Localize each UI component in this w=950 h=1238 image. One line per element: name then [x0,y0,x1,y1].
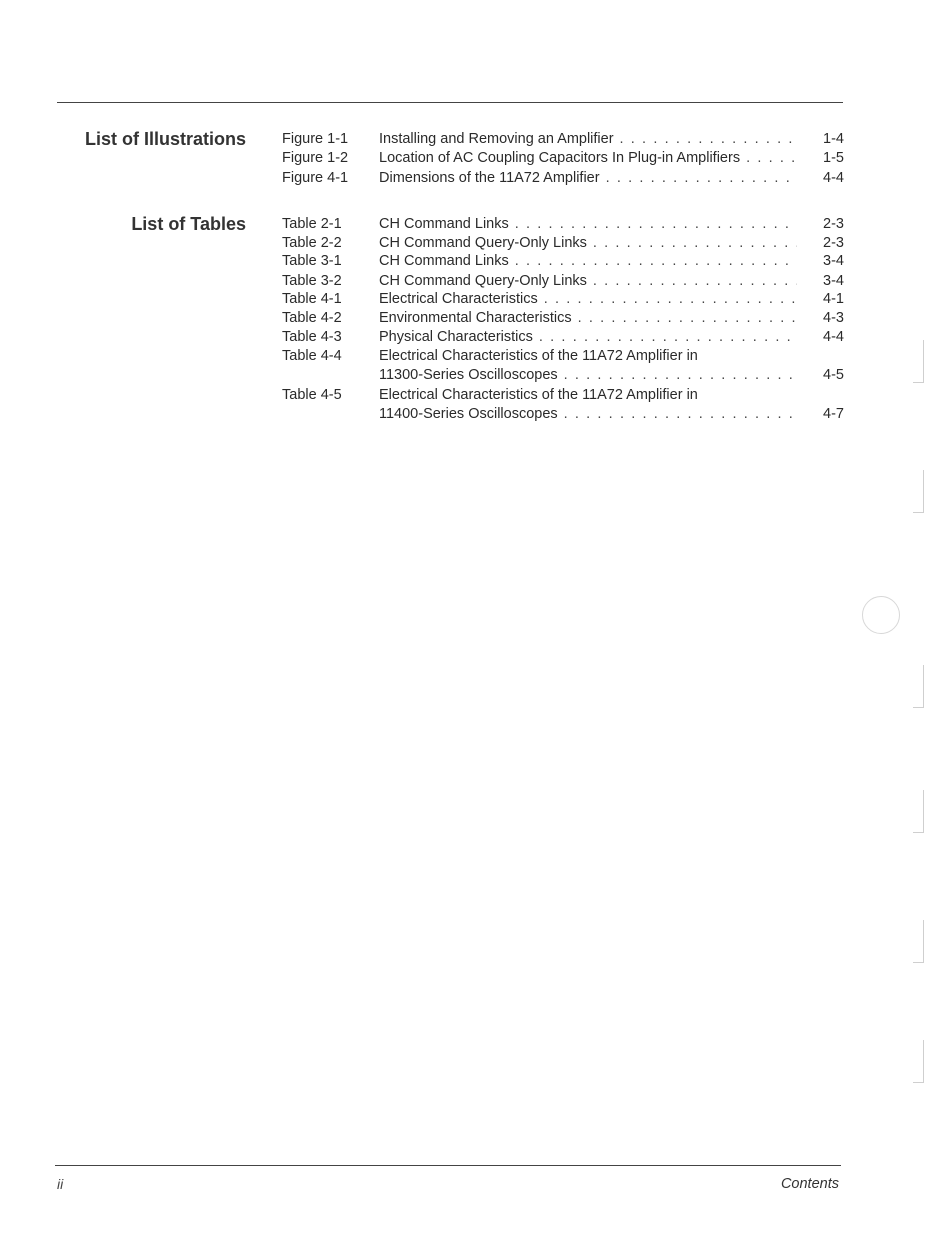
entry-page: 3-4 [823,253,844,269]
entry-page: 4-4 [823,329,844,345]
entry-label: Figure 1-2 [282,150,349,166]
entry-title: CH Command Links [379,253,509,269]
dot-leader [593,272,797,291]
scan-margin-mark [913,790,924,833]
entry-title: Dimensions of the 11A72 Amplifier [379,170,600,186]
dot-leader [564,405,797,424]
dot-leader [539,328,797,347]
entry-title-line-2: 11400-Series Oscilloscopes [379,405,558,422]
dot-leader [544,290,797,309]
entry-label: Table 2-1 [282,216,342,232]
dot-leader [746,149,797,168]
entry-label: Table 4-4 [282,348,342,364]
entry-title-line-1: Electrical Characteristics of the 11A72 Amplifier in [379,348,698,364]
entry-title: Electrical Characteristics [379,291,538,307]
dot-leader [564,366,797,385]
entry-label: Table 2-2 [282,235,342,251]
entry-title: Physical Characteristics [379,329,533,345]
bottom-rule [55,1165,841,1166]
dot-leader [515,215,797,234]
entry-label: Table 3-1 [282,253,342,269]
entry-title-line-1: Electrical Characteristics of the 11A72 Amplifier in [379,387,698,403]
footer-page-number: ii [57,1176,64,1192]
dot-leader [620,130,797,149]
entry-page: 2-3 [823,235,844,251]
entry-title: Environmental Characteristics [379,310,572,326]
list-of-illustrations-heading: List of Illustrations [84,129,246,149]
scan-margin-mark [913,470,924,513]
entry-page: 2-3 [823,216,844,232]
entry-page: 4-4 [823,170,844,186]
entry-title: CH Command Query-Only Links [379,273,587,289]
list-of-tables-heading: List of Tables [131,214,246,234]
entry-page: 1-4 [823,131,844,147]
entry-title: Location of AC Coupling Capacitors In Plug-in Amplifiers [379,150,741,166]
scan-margin-mark [913,1040,924,1083]
scan-margin-mark [913,340,924,383]
entry-label: Table 4-2 [282,310,342,326]
binder-hole-mark [862,596,900,634]
entry-label: Table 4-5 [282,387,342,403]
entry-title-line-2: 11300-Series Oscilloscopes [379,366,558,383]
entry-page: 1-5 [823,150,844,166]
entry-page: 4-3 [823,310,844,326]
dot-leader [593,234,797,253]
entry-label: Figure 1-1 [282,131,349,147]
entry-page: 4-1 [823,291,844,307]
scan-margin-mark [913,665,924,708]
entry-label: Table 4-1 [282,291,342,307]
entry-title: CH Command Query-Only Links [379,235,587,251]
dot-leader [515,252,797,271]
entry-label: Figure 4-1 [282,170,349,186]
entry-page: 3-4 [823,273,844,289]
dot-leader [606,169,797,188]
footer-section-title: Contents [780,1176,839,1192]
dot-leader [578,309,797,328]
top-rule [57,102,843,103]
scan-margin-mark [913,920,924,963]
entry-page: 4-7 [823,405,844,422]
entry-label: Table 3-2 [282,273,342,289]
entry-title: CH Command Links [379,216,509,232]
entry-page: 4-5 [823,366,844,383]
entry-label: Table 4-3 [282,329,342,345]
entry-title: Installing and Removing an Amplifier [379,131,614,147]
